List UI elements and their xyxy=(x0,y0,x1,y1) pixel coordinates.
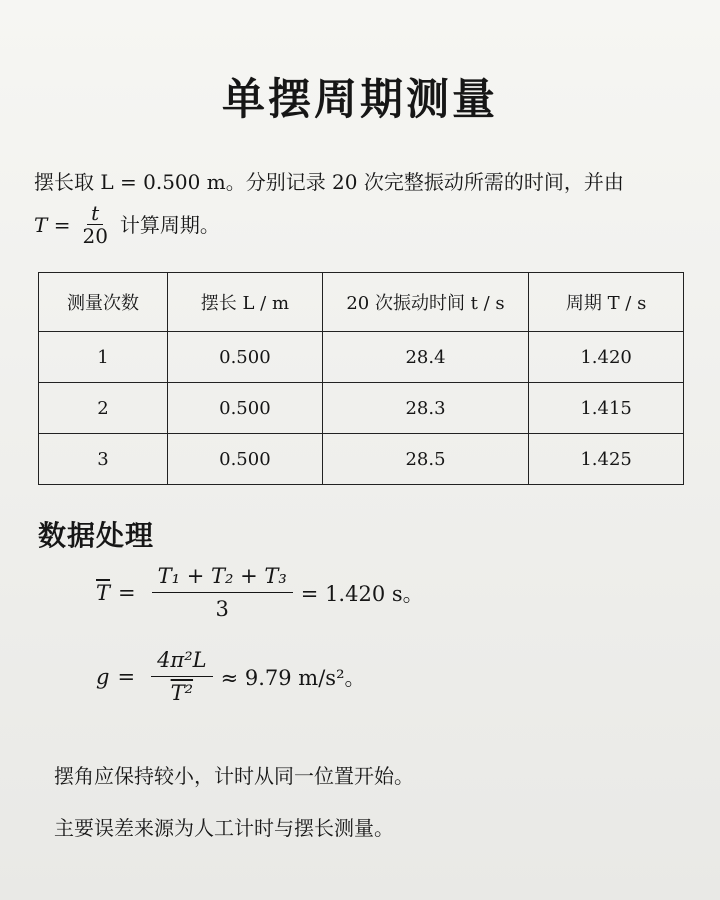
cell-time: 28.4 xyxy=(322,332,528,383)
mean-period-result: = 1.420 s。 xyxy=(300,581,424,606)
table-header-row xyxy=(39,273,684,332)
cell-trial: 2 xyxy=(39,383,168,434)
mean-period-symbol: $\overline{T}$ xyxy=(96,580,111,605)
cell-trial: 3 xyxy=(39,434,168,485)
gravity-numerator: 4π²L xyxy=(151,646,213,677)
table-row xyxy=(39,383,684,434)
cell-period: 1.425 xyxy=(529,434,684,485)
cell-time: 28.3 xyxy=(322,383,528,434)
intro-line-2 xyxy=(34,202,624,247)
cell-length: 0.500 xyxy=(168,332,323,383)
gravity-fraction xyxy=(151,646,213,707)
table-row xyxy=(39,332,684,383)
equals-sign: = xyxy=(117,664,136,689)
period-formula-numerator: t xyxy=(87,202,103,225)
column-header-time: 20 次振动时间 t / s xyxy=(322,273,528,332)
cell-period: 1.420 xyxy=(529,332,684,383)
intro-line-1: 摆长取 L = 0.500 m。分别记录 20 次完整振动所需的时间，并由 xyxy=(34,170,624,194)
column-header-trial: 测量次数 xyxy=(39,273,168,332)
intro-line-2-text: 计算周期。 xyxy=(119,212,220,237)
cell-period: 1.415 xyxy=(529,383,684,434)
intro-paragraph xyxy=(34,164,624,247)
period-formula-fraction xyxy=(78,202,111,247)
note-error-source: 主要误差来源为人工计时与摆长测量。 xyxy=(54,816,394,840)
period-formula-denominator: 20 xyxy=(82,224,108,248)
note-small-angle: 摆角应保持较小，计时从同一位置开始。 xyxy=(54,764,414,788)
column-header-length: 摆长 L / m xyxy=(168,273,323,332)
equals-sign: = xyxy=(118,580,136,605)
table-row xyxy=(39,434,684,485)
section-heading-data-processing: 数据处理 xyxy=(38,519,155,552)
cell-length: 0.500 xyxy=(168,434,323,485)
gravity-result: ≈ 9.79 m/s²。 xyxy=(220,665,366,690)
gravity-denominator: T² xyxy=(170,681,194,705)
mean-period-denominator: 3 xyxy=(215,597,229,621)
mean-period-formula xyxy=(96,562,424,623)
cell-trial: 1 xyxy=(39,332,168,383)
gravity-symbol: g xyxy=(96,664,110,689)
cell-length: 0.500 xyxy=(168,383,323,434)
page-title: 单摆周期测量 xyxy=(222,75,498,125)
mean-period-fraction xyxy=(152,562,293,623)
measurement-table xyxy=(38,272,684,485)
mean-period-numerator: T₁ + T₂ + T₃ xyxy=(152,562,293,593)
cell-time: 28.5 xyxy=(322,434,528,485)
column-header-period: 周期 T / s xyxy=(529,273,684,332)
gravity-formula xyxy=(96,646,365,707)
period-formula-lhs: T = xyxy=(34,212,71,237)
